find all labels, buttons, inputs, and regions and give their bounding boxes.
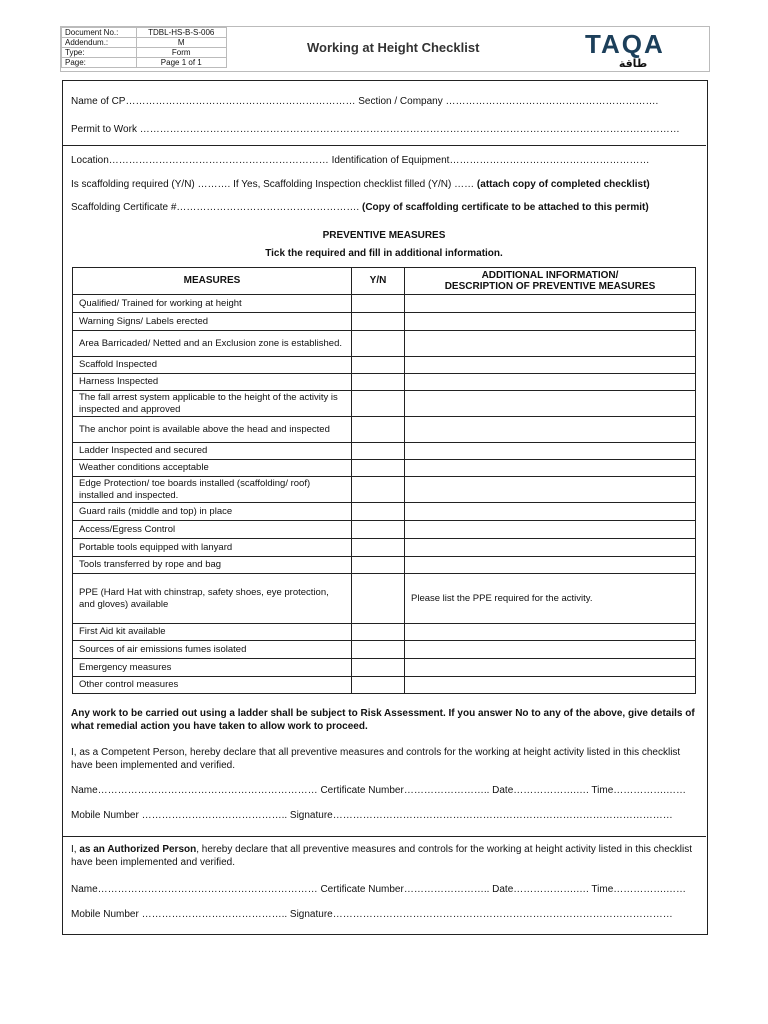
- info-cell[interactable]: [405, 374, 696, 391]
- measure-cell: Access/Egress Control: [73, 521, 352, 539]
- yn-cell[interactable]: [352, 641, 405, 659]
- yn-cell[interactable]: [352, 374, 405, 391]
- yn-cell[interactable]: [352, 443, 405, 460]
- logo-wordmark: TAQA: [585, 29, 665, 59]
- yn-cell[interactable]: [352, 417, 405, 443]
- permit-to-work-field: Permit to Work ………………………………………………………………………………………………………………………………………………: [71, 124, 680, 135]
- meta-value: TDBL-HS-B-S-006: [136, 28, 226, 38]
- yn-cell[interactable]: [352, 391, 405, 417]
- authorized-person-declaration: [71, 843, 695, 869]
- measure-row: [73, 443, 696, 460]
- meta-label: Document No.:: [62, 28, 137, 38]
- measure-row: [73, 460, 696, 477]
- measure-row: [73, 624, 696, 641]
- measure-row: [73, 331, 696, 357]
- measure-row: [73, 477, 696, 503]
- document-title: Working at Height Checklist: [307, 40, 480, 55]
- info-cell[interactable]: [405, 313, 696, 331]
- measure-row: [73, 374, 696, 391]
- ap-bold: as an Authorized Person: [79, 844, 197, 855]
- measure-cell: Tools transferred by rope and bag: [73, 557, 352, 574]
- info-column-header: [405, 268, 696, 295]
- yn-cell[interactable]: [352, 460, 405, 477]
- measure-row: [73, 295, 696, 313]
- meta-value: M: [136, 38, 226, 48]
- measure-cell: Guard rails (middle and top) in place: [73, 503, 352, 521]
- measure-row: [73, 659, 696, 677]
- measure-cell: The fall arrest system applicable to the height of the activity is inspected and approved: [73, 391, 352, 417]
- info-cell[interactable]: [405, 357, 696, 374]
- yn-cell[interactable]: [352, 357, 405, 374]
- meta-row: [62, 48, 227, 58]
- info-cell[interactable]: [405, 460, 696, 477]
- measure-row: [73, 357, 696, 374]
- yn-cell[interactable]: [352, 521, 405, 539]
- meta-value: Page 1 of 1: [136, 58, 226, 68]
- info-header-line2: DESCRIPTION OF PREVENTIVE MEASURES: [444, 281, 656, 292]
- measure-cell: Sources of air emissions fumes isolated: [73, 641, 352, 659]
- competent-person-declaration: I, as a Competent Person, hereby declare that all preventive measures and controls for the working at height activity listed in this checklist have been implemented and verified.: [71, 747, 681, 771]
- meta-label: Addendum.:: [62, 38, 137, 48]
- info-cell[interactable]: [405, 443, 696, 460]
- yn-cell[interactable]: [352, 295, 405, 313]
- logo-arabic: طاقة: [618, 57, 648, 69]
- yn-cell[interactable]: [352, 677, 405, 694]
- measure-cell: PPE (Hard Hat with chinstrap, safety shoes, eye protection, and gloves) available: [73, 574, 352, 624]
- info-cell[interactable]: [405, 477, 696, 503]
- preventive-measures-heading: PREVENTIVE MEASURES: [322, 230, 446, 241]
- measure-cell: Harness Inspected: [73, 374, 352, 391]
- yn-cell[interactable]: [352, 539, 405, 557]
- scaffolding-certificate-text: Scaffolding Certificate #……………………………………………….: [71, 202, 360, 213]
- measure-row: [73, 539, 696, 557]
- info-cell[interactable]: [405, 677, 696, 694]
- preventive-measures-subheading: Tick the required and fill in additional information.: [265, 248, 503, 259]
- measure-row: [73, 391, 696, 417]
- section-divider: [62, 145, 706, 146]
- ap-rest: , hereby declare that all preventive measures and controls for the working at height activity listed in this checklist have been implemented and verified.: [71, 844, 693, 868]
- measure-cell: Ladder Inspected and secured: [73, 443, 352, 460]
- info-cell[interactable]: [405, 521, 696, 539]
- measure-row: [73, 574, 696, 624]
- measure-row: [73, 503, 696, 521]
- name-of-cp-field: Name of CP…………………………………………………………… Section / Company ……………………………………………………….: [71, 96, 659, 107]
- measures-table: [72, 267, 696, 694]
- measure-row: [73, 521, 696, 539]
- measure-cell: Portable tools equipped with lanyard: [73, 539, 352, 557]
- yn-cell[interactable]: [352, 574, 405, 624]
- ap-name-line: Name………………………………………………………… Certificate Number…………………….. Date……………….…. Time…………….……: [71, 884, 687, 895]
- cp-mobile-line: Mobile Number …………………………………….. Signature…………………………………………………………………………………………: [71, 810, 673, 821]
- info-cell[interactable]: [405, 641, 696, 659]
- meta-row: [62, 28, 227, 38]
- cp-name-line: Name………………………………………………………… Certificate Number…………………….. Date……………….…. Time…………….……: [71, 785, 687, 796]
- ladder-risk-note: Any work to be carried out using a ladder shall be subject to Risk Assessment. If you answer No to any of the above, give details of what remedial action you have taken to allow work to proceed.: [71, 708, 695, 732]
- yn-cell[interactable]: [352, 313, 405, 331]
- info-cell[interactable]: [405, 659, 696, 677]
- measure-cell: Emergency measures: [73, 659, 352, 677]
- certificate-attach-note: (Copy of scaffolding certificate to be attached to this permit): [362, 202, 649, 213]
- measure-cell: Edge Protection/ toe boards installed (scaffolding/ roof) installed and inspected.: [73, 477, 352, 503]
- measure-cell: Other control measures: [73, 677, 352, 694]
- measure-cell: Scaffold Inspected: [73, 357, 352, 374]
- yn-column-header: Y/N: [352, 268, 405, 295]
- meta-row: [62, 38, 227, 48]
- measure-cell: First Aid kit available: [73, 624, 352, 641]
- info-cell[interactable]: [405, 539, 696, 557]
- measure-cell: Area Barricaded/ Netted and an Exclusion zone is established.: [73, 331, 352, 357]
- scaffolding-required-field: [71, 179, 650, 190]
- info-cell[interactable]: [405, 295, 696, 313]
- location-field: Location………………………………………………………… Identification of Equipment……………………………………………………: [71, 155, 650, 166]
- ap-mobile-line: Mobile Number …………………………………….. Signature…………………………………………………………………………………………: [71, 909, 673, 920]
- measure-cell: The anchor point is available above the head and inspected: [73, 417, 352, 443]
- measure-row: [73, 313, 696, 331]
- measure-cell: Warning Signs/ Labels erected: [73, 313, 352, 331]
- attach-checklist-note: (attach copy of completed checklist): [476, 179, 650, 190]
- measures-column-header: MEASURES: [73, 268, 352, 295]
- yn-cell[interactable]: [352, 557, 405, 574]
- meta-label: Type:: [62, 48, 137, 58]
- meta-label: Page:: [62, 58, 137, 68]
- yn-cell[interactable]: [352, 659, 405, 677]
- measure-cell: Weather conditions acceptable: [73, 460, 352, 477]
- measure-row: [73, 557, 696, 574]
- yn-cell[interactable]: [352, 331, 405, 357]
- measure-row: [73, 417, 696, 443]
- info-cell[interactable]: [405, 331, 696, 357]
- scaffolding-required-text: Is scaffolding required (Y/N) ………. If Yes, Scaffolding Inspection checklist filled (Y/N) ……: [71, 179, 475, 190]
- info-cell[interactable]: [405, 391, 696, 417]
- meta-value: Form: [136, 48, 226, 58]
- measure-row: [73, 677, 696, 694]
- meta-row: [62, 58, 227, 68]
- yn-cell[interactable]: [352, 503, 405, 521]
- section-divider: [62, 836, 706, 837]
- measures-header-row: [73, 268, 696, 295]
- document-meta-table: [61, 27, 227, 68]
- info-header-line1: ADDITIONAL INFORMATION/: [481, 269, 619, 281]
- info-cell[interactable]: [405, 624, 696, 641]
- measure-row: [73, 641, 696, 659]
- scaffolding-certificate-field: [71, 202, 649, 213]
- info-cell[interactable]: [405, 503, 696, 521]
- info-cell[interactable]: [405, 557, 696, 574]
- document-header: [60, 26, 710, 72]
- info-cell[interactable]: Please list the PPE required for the activity.: [405, 574, 696, 624]
- taqa-logo: [581, 29, 691, 69]
- yn-cell[interactable]: [352, 624, 405, 641]
- ap-prefix: I,: [71, 844, 80, 855]
- yn-cell[interactable]: [352, 477, 405, 503]
- measure-cell: Qualified/ Trained for working at height: [73, 295, 352, 313]
- info-cell[interactable]: [405, 417, 696, 443]
